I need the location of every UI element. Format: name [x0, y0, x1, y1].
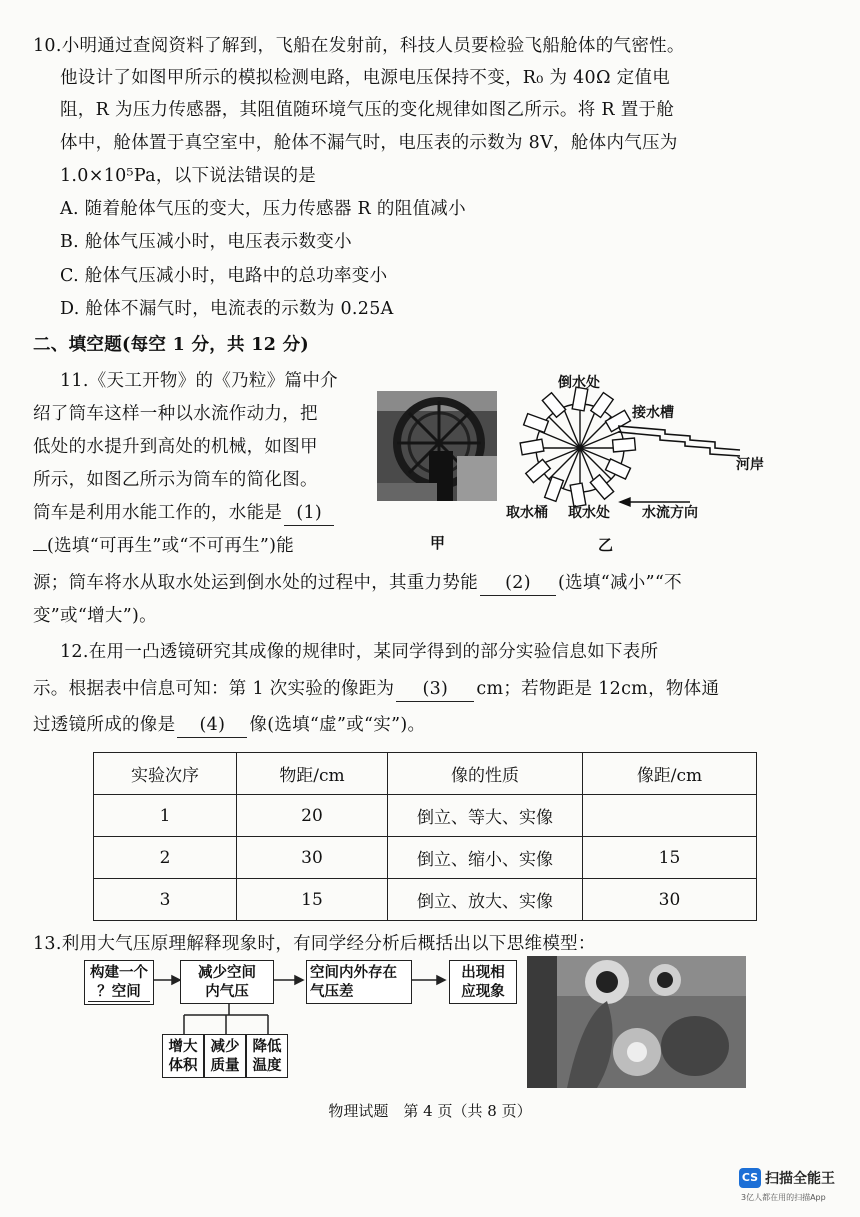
q10-line-5: 1.0×10⁵Pa，以下说法错误的是: [60, 166, 317, 186]
q10-line-1: 10.小明通过查阅资料了解到，飞船在发射前，科技人员要检验飞船舱体的气密性。: [33, 36, 685, 56]
model-box-reduce-line2: 内气压: [205, 983, 249, 1000]
q11-blank-1[interactable]: (1): [284, 501, 334, 526]
q11-line-5: [33, 501, 336, 526]
q11-line-8: 变”或“增大”)。: [33, 606, 157, 626]
q13-line-1: 13.利用大气压原理解释现象时，有同学经分析后概括出以下思维模型：: [33, 934, 596, 954]
q12-line-2: [33, 677, 719, 702]
label-bucket: 取水桶: [506, 505, 548, 521]
header-trial: 实验次序: [94, 753, 237, 795]
q10-option-b: B. 舱体气压减小时，电压表示数变小: [60, 232, 352, 252]
q11-caption-b: 乙: [598, 536, 614, 554]
label-intake: 取水处: [568, 505, 610, 521]
cell-image-distance: 15: [583, 837, 757, 879]
q11-line-7-tail: (选填“减小”“不: [558, 573, 682, 593]
q12-line-3: [33, 713, 425, 738]
model-sub-lower-temperature: [246, 1034, 288, 1078]
cell-trial: 3: [94, 879, 237, 921]
cs-app-name: 扫描全能王: [765, 1171, 835, 1187]
label-flow-direction: 水流方向: [642, 505, 698, 521]
lens-data-table: [93, 752, 757, 921]
cell-image-property: 倒立、等大、实像: [388, 795, 583, 837]
q11-line-4: 所示，如图乙所示为筒车的简化图。: [33, 470, 318, 490]
q11-line-5-text: 筒车是利用水能工作的，水能是: [33, 503, 283, 523]
model-box-reduce-pressure: [180, 960, 274, 1004]
q11-caption-a: 甲: [430, 534, 446, 552]
table-row: [94, 795, 757, 837]
camscanner-watermark: [739, 1166, 849, 1206]
model-box-space-line1: 构建一个: [90, 964, 148, 981]
suction-cup-photo: [527, 956, 746, 1088]
q11-line-7-text: 源；筒车将水从取水处运到倒水处的过程中，其重力势能: [33, 573, 478, 593]
sub3-line1: 降低: [252, 1038, 282, 1055]
model-box-space: [84, 960, 154, 1005]
table-row: [94, 837, 757, 879]
model-sub-increase-volume: [162, 1034, 204, 1078]
sub2-line1: 减少: [210, 1038, 240, 1055]
q10-option-c: C. 舱体气压减小时，电路中的总功率变小: [60, 266, 388, 286]
cell-trial: 2: [94, 837, 237, 879]
cell-object-distance: 20: [237, 795, 388, 837]
cell-image-distance: 30: [583, 879, 757, 921]
model-box-diff-line2: 气压差: [310, 983, 354, 1000]
sub1-line1: 增大: [168, 1038, 198, 1055]
q12-line-1: 12.在用一凸透镜研究其成像的规律时，某同学得到的部分实验信息如下表所: [60, 642, 659, 662]
cell-image-distance: [583, 795, 757, 837]
q10-line-2: 他设计了如图甲所示的模拟检测电路，电源电压保持不变，R₀ 为 40Ω 定值电: [60, 68, 671, 88]
model-box-pressure-difference: [306, 960, 412, 1004]
section-title: 二、填空题(每空 1 分，共 12 分): [33, 335, 309, 355]
q12-line-3-text: 过透镜所成的像是: [33, 715, 176, 735]
q11-line-7: [33, 571, 682, 596]
sub3-line2: 温度: [252, 1057, 282, 1074]
q10-option-d: D. 舱体不漏气时，电流表的示数为 0.25A: [60, 299, 394, 319]
waterwheel-photo: [377, 391, 497, 501]
q11-blank-2[interactable]: (2): [480, 571, 556, 596]
q11-line-6: [33, 534, 294, 558]
cell-object-distance: 15: [237, 879, 388, 921]
label-trough: 接水槽: [632, 405, 674, 421]
q12-line-3-tail: 像(选填“虚”或“实”)。: [249, 715, 426, 735]
q12-blank-4[interactable]: (4): [177, 713, 247, 738]
label-river-bank: 河岸: [736, 457, 764, 473]
model-box-phen-line1: 出现相: [461, 964, 505, 981]
header-image-property: 像的性质: [388, 753, 583, 795]
sub2-line2: 质量: [210, 1057, 240, 1074]
page-footer: 物理试题 第 4 页（共 8 页）: [328, 1102, 532, 1120]
cs-logo-icon: CS: [739, 1168, 761, 1188]
model-box-phenomenon: [449, 960, 517, 1004]
header-image-distance: 像距/cm: [583, 753, 757, 795]
q11-line-1: 11.《天工开物》的《乃粒》篇中介: [60, 371, 338, 391]
model-box-reduce-line1: 减少空间: [198, 964, 256, 981]
model-box-phen-line2: 应现象: [461, 983, 505, 1000]
cell-object-distance: 30: [237, 837, 388, 879]
cs-slogan: 3亿人都在用的扫描App: [741, 1193, 826, 1202]
table-header-row: [94, 753, 757, 795]
q11-line-3: 低处的水提升到高处的机械，如图甲: [33, 437, 318, 457]
q11-line-6-text: (选填“可再生”或“不可再生”)能: [47, 536, 295, 556]
model-box-space-line2: ？空间: [88, 982, 150, 1002]
cell-image-property: 倒立、放大、实像: [388, 879, 583, 921]
model-sub-reduce-mass: [204, 1034, 246, 1078]
header-object-distance: 物距/cm: [237, 753, 388, 795]
waterwheel-diagram: [500, 368, 780, 533]
model-box-diff-line1: 空间内外存在: [310, 964, 397, 981]
sub1-line2: 体积: [168, 1057, 198, 1074]
q10-option-a: A. 随着舱体气压的变大，压力传感器 R 的阻值减小: [60, 199, 466, 219]
q12-line-2-text: 示。根据表中信息可知：第 1 次实验的像距为: [33, 679, 395, 699]
cell-trial: 1: [94, 795, 237, 837]
q10-line-3: 阻，R 为压力传感器，其阻值随环境气压的变化规律如图乙所示。将 R 置于舱: [60, 100, 675, 120]
q12-blank-3[interactable]: (3): [396, 677, 474, 702]
q10-line-4: 体中，舱体置于真空室中，舱体不漏气时，电压表的示数为 8V，舱体内气压为: [60, 133, 678, 153]
cell-image-property: 倒立、缩小、实像: [388, 837, 583, 879]
table-row: [94, 879, 757, 921]
q11-blank-1-tail: [33, 550, 47, 551]
label-pour-point: 倒水处: [558, 375, 600, 391]
q11-line-2: 绍了筒车这样一种以水流作动力，把: [33, 404, 318, 424]
q12-line-2-tail: cm；若物距是 12cm，物体通: [476, 679, 720, 699]
